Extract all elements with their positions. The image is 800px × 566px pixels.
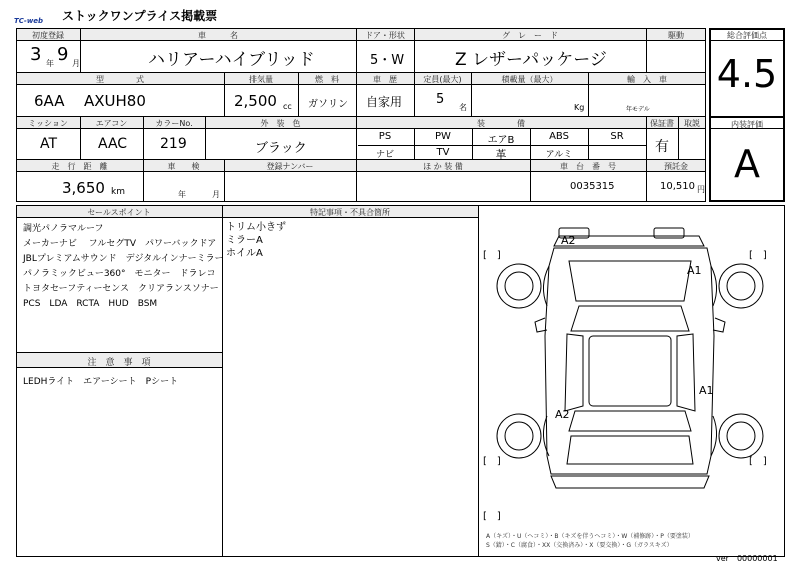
- fuel: ガソリン: [308, 99, 348, 110]
- sales-point-line: JBLプレミアムサウンド デジタルインナーミラー: [23, 254, 224, 264]
- notes-title: 注 意 事 項: [87, 358, 151, 368]
- equip-navi: ナビ: [375, 150, 394, 160]
- sales-point-line: トヨタセーフティーセンス クリアランスソナー: [23, 284, 219, 294]
- deposit-unit: 円: [697, 185, 705, 194]
- door-shape: 5・W: [370, 53, 405, 68]
- label-equipment: 装 備: [477, 119, 525, 128]
- label-reg-number: 登録ナンバー: [266, 162, 314, 171]
- equip-tv: TV: [436, 147, 450, 158]
- special-notes-title: 特記事項・不具合箇所: [310, 208, 390, 217]
- label-color-no: カラーNo.: [155, 119, 193, 128]
- inspection-month-unit: 月: [212, 190, 220, 199]
- svg-text:[ ]: [ ]: [483, 250, 501, 261]
- color-no: 219: [160, 136, 187, 152]
- load-unit: Kg: [574, 103, 585, 112]
- car-damage-diagram: [479, 206, 784, 556]
- special-note-line: ホイルA: [226, 248, 263, 259]
- label-car-name: 車 名: [198, 31, 238, 40]
- version-label: ver 00000001: [716, 554, 778, 563]
- equip-pw: PW: [435, 131, 451, 142]
- damage-legend-line1: A（キズ）・U（ヘコミ）・B（キズを伴うヘコミ）・W（補修跡）・P（要塗装）: [486, 533, 694, 540]
- label-chassis-no: 車 台 番 号: [560, 162, 616, 171]
- label-interior-score: 内装評価: [731, 120, 763, 129]
- page-title: ストックワンプライス掲載票: [62, 9, 218, 23]
- displacement-unit: cc: [283, 102, 292, 111]
- label-max-load: 積載量（最大）: [501, 75, 558, 84]
- label-deposit: 預託金: [664, 162, 688, 171]
- equip-abs: ABS: [549, 131, 569, 142]
- sales-point-line: パノラミックビュー360° モニター ドラレコ: [23, 269, 216, 279]
- logo-text: TC-web: [14, 17, 44, 25]
- label-warranty-card: 保証書: [650, 119, 674, 128]
- mission: AT: [40, 136, 58, 152]
- label-drive: 駆動: [668, 31, 684, 40]
- label-first-reg: 初度登録: [32, 31, 64, 40]
- equip-leather: 革: [495, 148, 507, 161]
- year-model-label: 年モデル: [626, 106, 650, 113]
- label-vehicle-history: 車 歴: [373, 75, 397, 84]
- svg-text:[ ]: [ ]: [749, 456, 767, 467]
- vehicle-history: 自家用: [366, 95, 403, 109]
- label-capacity: 定員(最大): [423, 75, 462, 84]
- deposit: 10,510: [660, 181, 695, 192]
- damage-marker: A2: [555, 408, 570, 421]
- notes-list: [23, 375, 178, 390]
- svg-text:[ ]: [ ]: [483, 456, 501, 467]
- sales-point-line: 調光パノラマルーフ: [23, 224, 104, 234]
- label-import: 輸 入 車: [627, 75, 667, 84]
- first-reg-year: 3: [30, 44, 42, 65]
- overall-score: 4.5: [716, 52, 778, 96]
- sales-point-line: PCS LDA RCTA HUD BSM: [23, 299, 158, 309]
- label-model: 型 式: [96, 75, 144, 84]
- equip-sr: SR: [610, 131, 624, 142]
- note-line: LEDHライト エアーシート Pシート: [23, 377, 179, 387]
- label-fuel: 燃 料: [315, 75, 339, 84]
- special-note-line: ミラーA: [226, 235, 263, 246]
- year-unit: 年: [46, 59, 54, 68]
- label-aircon: エアコン: [95, 119, 128, 128]
- exterior-color: ブラック: [255, 141, 307, 156]
- car-name: ハリアーハイブリッド: [148, 50, 315, 70]
- label-grade: グ レ ー ド: [502, 31, 558, 40]
- special-note-line: トリム小きず: [226, 222, 286, 233]
- month-unit: 月: [72, 59, 80, 68]
- grade: Z レザーパッケージ: [455, 50, 607, 70]
- aircon: AAC: [98, 136, 128, 152]
- chassis-no: 0035315: [570, 181, 615, 192]
- equip-ps: PS: [378, 131, 392, 142]
- label-inspection: 車 検: [167, 162, 200, 171]
- damage-marker: A1: [687, 264, 702, 277]
- label-mileage: 走 行 距 離: [51, 162, 108, 171]
- label-manual: 取説: [684, 119, 700, 128]
- equip-alloy: アルミ: [545, 150, 573, 160]
- model-prefix: 6AA: [34, 92, 65, 110]
- equip-airbag: エアB: [487, 135, 515, 146]
- model-code: AXUH80: [84, 92, 146, 110]
- sales-points-title: セールスポイント: [87, 208, 151, 217]
- capacity-unit: 名: [459, 103, 467, 112]
- label-exterior-color: 外 装 色: [260, 119, 301, 128]
- label-other-equipment: ほ か 装 備: [423, 162, 463, 171]
- label-overall-score: 総合評価点: [727, 31, 767, 40]
- label-mission: ミッション: [28, 119, 68, 128]
- mileage: 3,650: [62, 179, 105, 197]
- interior-score: A: [734, 142, 760, 186]
- svg-text:[ ]: [ ]: [749, 250, 767, 261]
- label-displacement: 排気量: [249, 75, 273, 84]
- special-notes-list: [226, 221, 286, 260]
- sales-points-list: [23, 222, 224, 312]
- capacity: 5: [436, 92, 445, 107]
- first-reg-month: 9: [57, 44, 69, 65]
- damage-marker: A2: [561, 234, 576, 247]
- inspection-year-unit: 年: [178, 190, 186, 199]
- sales-point-line: メーカーナビ フルセグTV パワーバックドア: [23, 239, 217, 249]
- displacement: 2,500: [234, 92, 277, 110]
- mileage-unit: km: [111, 187, 125, 197]
- warranty-card: 有: [655, 139, 669, 155]
- label-door-shape: ドア・形状: [365, 31, 405, 40]
- damage-legend-line2: S（錆）・C（腐食）・XX（交換済み）・X（要交換）・G（ガラスキズ）: [486, 542, 673, 549]
- damage-marker: A1: [699, 384, 714, 397]
- svg-text:[ ]: [ ]: [483, 511, 501, 522]
